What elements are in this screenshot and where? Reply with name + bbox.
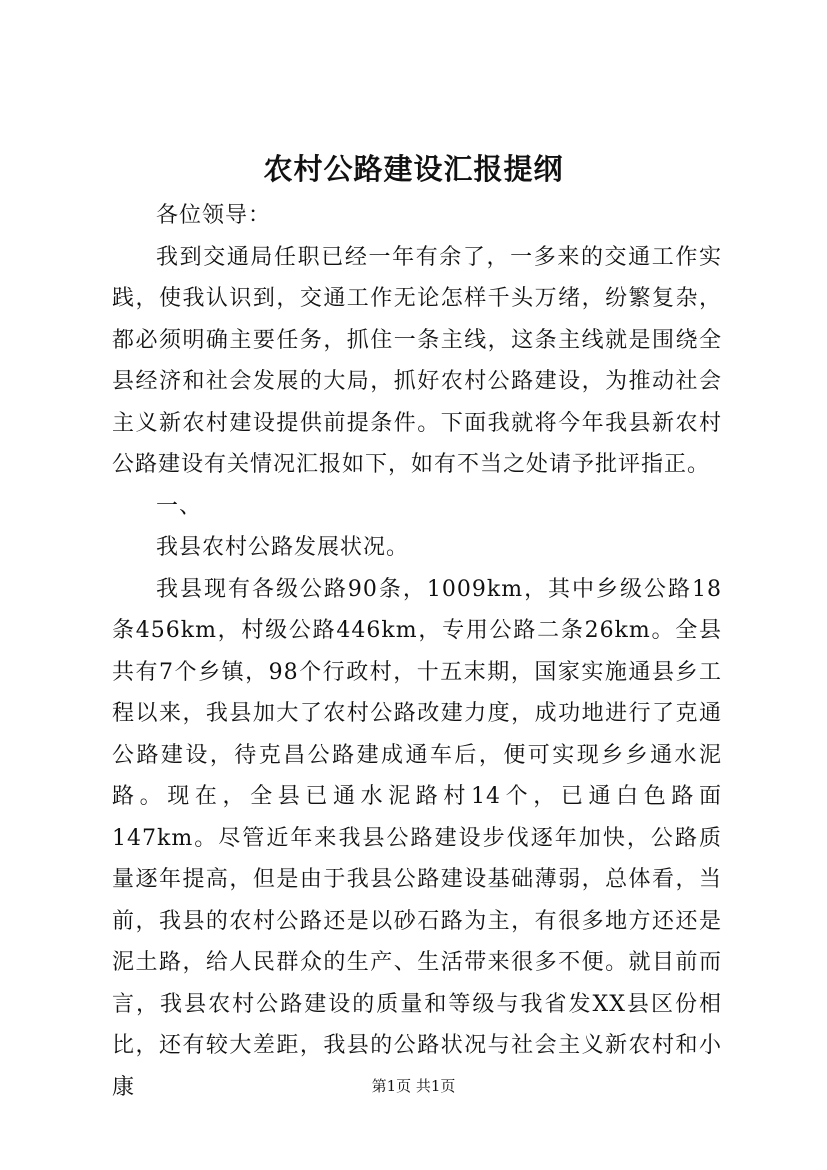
page-footer: 第1页 共1页 <box>371 1077 456 1095</box>
salutation-paragraph: 各位领导： <box>156 203 272 228</box>
document-body <box>112 195 722 1108</box>
intro-paragraph: 我到交通局任职已经一年有余了，一多来的交通工作实践，使我认识到，交通工作无论怎样千头万绪，纷繁复杂，都必须明确主要任务，抓住一条主线，这条主线就是围绕全县经济和社会发展的大局，抓好农村公路建设，为推动社会主义新农村建设提供前提条件。下面我就将今年我县新农村公路建设有关情况汇报如下，如有不当之处请予批评指正。 <box>112 244 722 477</box>
document-title: 农村公路建设汇报提纲 <box>263 152 564 186</box>
status-paragraph: 我县现有各级公路90条，1009km，其中乡级公路18条456km，村级公路446km，专用公路二条26km。全县共有7个乡镇，98个行政村，十五末期，国家实施通县乡工程以来，我县加大了农村公路改建力度，成功地进行了克通公路建设，待克昌公路建成通车后，便可实现乡乡通水泥路。现在，全县已通水泥路村14个，已通白色路面147km。尽管近年来我县公路建设步伐逐年加快，公路质量逐年提高，但是由于我县公路建设基础薄弱，总体看，当前，我县的农村公路还是以砂石路为主，有很多地方还还是泥土路，给人民群众的生产、生活带来很多不便。就目前而言，我县农村公路建设的质量和等级与我省发XX县区份相比，还有较大差距，我县的公路状况与社会主义新农村和小康 <box>112 576 722 1100</box>
section-heading: 我县农村公路发展状况。 <box>156 535 410 560</box>
section-number: 一、 <box>156 493 203 519</box>
